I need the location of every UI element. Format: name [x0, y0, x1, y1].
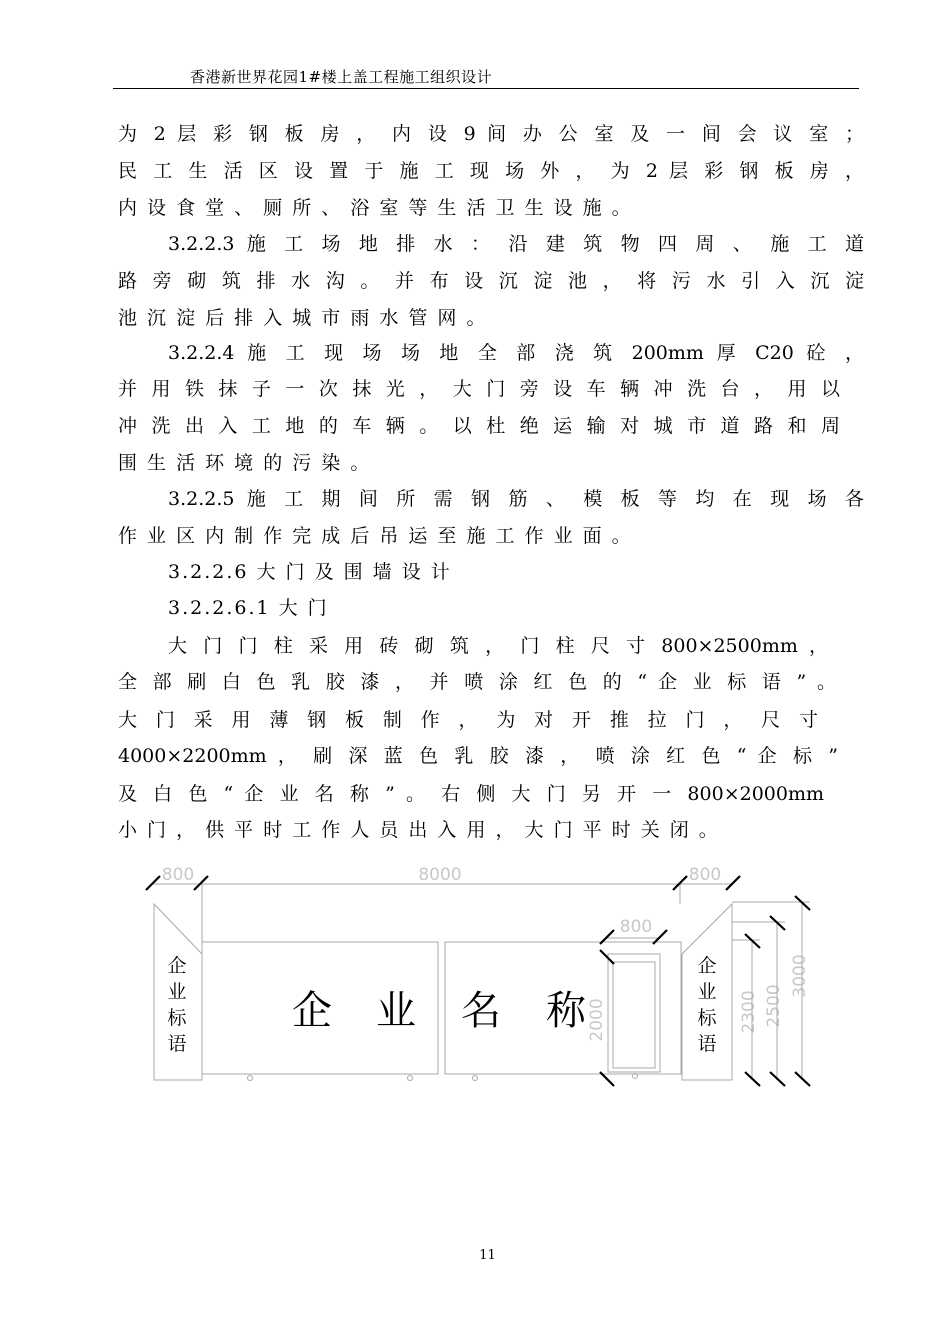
- company-name-char: 企: [292, 988, 332, 1034]
- gate-structure: [154, 884, 732, 1081]
- section-heading: 3.2.2.6 大 门 及 围 墙 设 计: [168, 561, 452, 583]
- dim-small-door-height-label: 2000: [587, 998, 607, 1042]
- left-pillar-sign-char: 业: [167, 981, 187, 1003]
- dim-left-pillar-label: 800: [161, 865, 195, 885]
- section-heading: 3.2.2.6.1 大 门: [168, 597, 329, 619]
- text-line: 路 旁 砌 筑 排 水 沟 。 并 布 设 沉 淀 池 ， 将 污 水 引 入 沉 淀: [118, 270, 864, 292]
- gate-wheel: [473, 1076, 478, 1081]
- right-pillar-sign-char: 标: [697, 1007, 717, 1029]
- text-line: 小 门 ， 供 平 时 工 作 人 员 出 入 用 ， 大 门 平 时 关 闭 。: [118, 819, 720, 841]
- text-line: 冲 洗 出 入 工 地 的 车 辆 。 以 杜 绝 运 输 对 城 市 道 路 和 周: [118, 415, 840, 437]
- text-line: 4000×2200mm ， 刷 深 蓝 色 乳 胶 漆 ， 喷 涂 红 色 “ 企 标 ”: [118, 745, 838, 767]
- text-line: 大 门 门 柱 采 用 砖 砌 筑 ， 门 柱 尺 寸 800×2500mm ，: [168, 635, 828, 657]
- text-line: 民 工 生 活 区 设 置 于 施 工 现 场 外 ， 为 2 层 彩 钢 板 房 ，: [118, 160, 864, 182]
- right-pillar-sign-char: 企: [697, 955, 717, 977]
- text-line: 及 白 色 “ 企 业 名 称 ” 。 右 侧 大 门 另 开 一 800×2000mm: [118, 783, 824, 805]
- page-header-title: 香港新世界花园1#楼上盖工程施工组织设计: [190, 68, 493, 86]
- small-door-outer: [608, 954, 660, 1072]
- company-name-char: 名: [461, 988, 501, 1034]
- gate-wheel: [248, 1076, 253, 1081]
- dim-right-pillar-label: 800: [688, 865, 722, 885]
- text-line: 池 沉 淀 后 排 入 城 市 雨 水 管 网 。: [118, 307, 488, 329]
- text-line: 作 业 区 内 制 作 完 成 后 吊 运 至 施 工 作 业 面 。: [118, 525, 633, 547]
- text-line: 为 2 层 彩 钢 板 房 ， 内 设 9 间 办 公 室 及 一 间 会 议 室 ；: [118, 123, 864, 145]
- text-line: 全 部 刷 白 色 乳 胶 漆 ， 并 喷 涂 红 色 的 “ 企 业 标 语 ” 。: [118, 671, 836, 693]
- left-pillar-sign-char: 标: [167, 1007, 187, 1029]
- dim-total-height-label: 3000: [790, 954, 810, 998]
- dim-gate-width-label: 8000: [418, 865, 462, 885]
- left-pillar-sign-char: 语: [167, 1033, 187, 1055]
- right-pillar-sign-char: 业: [697, 981, 717, 1003]
- header-rule: [113, 88, 859, 89]
- text-line: 3.2.2.5 施 工 期 间 所 需 钢 筋 、 模 板 等 均 在 现 场 各: [168, 488, 864, 510]
- text-line: 3.2.2.3 施 工 场 地 排 水 ： 沿 建 筑 物 四 周 、 施 工 道: [168, 233, 864, 255]
- text-line: 内 设 食 堂 、 厕 所 、 浴 室 等 生 活 卫 生 设 施 。: [118, 197, 633, 219]
- small-door-inner: [613, 962, 655, 1068]
- text-line: 3.2.2.4 施 工 现 场 场 地 全 部 浇 筑 200mm 厚 C20 砼 ，: [168, 342, 864, 364]
- dim-gate-height-label: 2300: [739, 990, 759, 1034]
- dim-small-door-width-label: 800: [619, 917, 653, 937]
- right-pillar-sign-char: 语: [697, 1033, 717, 1055]
- text-line: 并 用 铁 抹 子 一 次 抹 光 ， 大 门 旁 设 车 辆 冲 洗 台 ， 用 以: [118, 378, 840, 400]
- company-name-char: 称: [546, 988, 586, 1034]
- text-line: 大 门 采 用 薄 钢 板 制 作 ， 为 对 开 推 拉 门 ， 尺 寸: [118, 709, 818, 731]
- gate-wheel: [408, 1076, 413, 1081]
- dim-pillar-height-label: 2500: [764, 984, 784, 1028]
- page-number: 11: [479, 1248, 496, 1263]
- company-name-char: 业: [376, 988, 416, 1034]
- gate-elevation-diagram: [130, 858, 830, 1098]
- left-pillar-sign-char: 企: [167, 955, 187, 977]
- text-line: 围 生 活 环 境 的 污 染 。: [118, 452, 372, 474]
